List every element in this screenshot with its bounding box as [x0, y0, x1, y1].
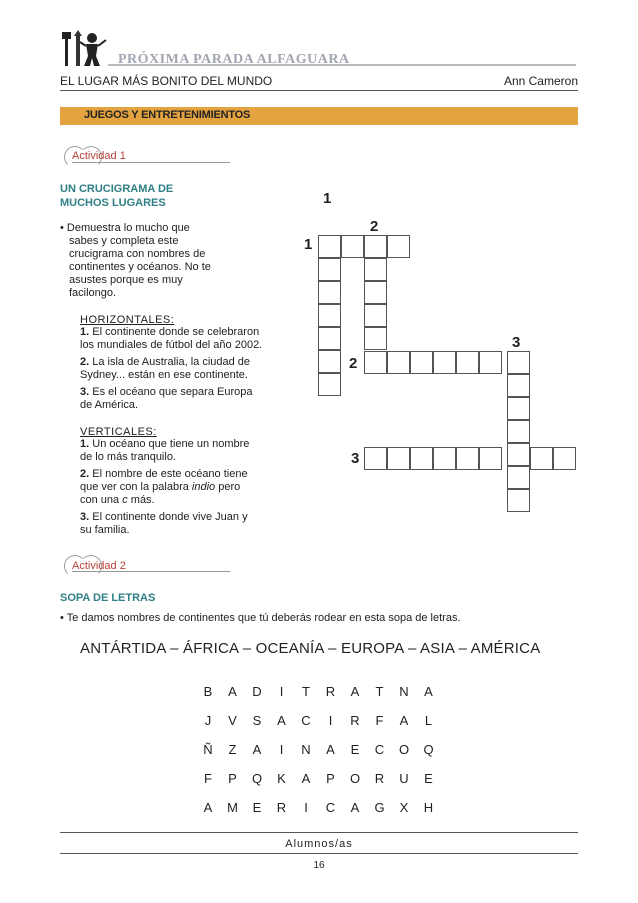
crossword-cell[interactable]	[318, 304, 341, 327]
activity1-tab-line	[72, 162, 230, 163]
crossword-number-h3: 3	[351, 450, 360, 467]
crossword-cell[interactable]	[341, 235, 364, 258]
header-rule	[60, 90, 578, 91]
word-search-letter[interactable]: A	[350, 684, 360, 699]
word-search-letter[interactable]: D	[252, 684, 262, 699]
vertical-clues	[80, 426, 290, 537]
crossword-cell[interactable]	[479, 447, 502, 470]
crossword-cell[interactable]	[387, 235, 410, 258]
word-search-letter[interactable]: X	[399, 800, 409, 815]
clue-number: 2.	[80, 356, 90, 368]
crossword-cell[interactable]	[479, 351, 502, 374]
word-search-letter[interactable]: Q	[251, 771, 263, 786]
clue-number: 1.	[80, 438, 90, 450]
word-search-letter[interactable]: A	[228, 684, 237, 699]
clue-h2	[80, 356, 290, 382]
clue-text: su familia.	[80, 524, 130, 536]
crossword-cell[interactable]	[318, 235, 341, 258]
word-search-letter[interactable]: B	[203, 684, 213, 699]
footer-rule	[60, 832, 578, 833]
word-search-letter[interactable]: P	[326, 771, 335, 786]
crossword-number-h1: 1	[304, 236, 313, 253]
author-name: Ann Cameron	[503, 74, 578, 88]
word-search-letter[interactable]: C	[301, 713, 311, 728]
word-search-letter[interactable]: O	[349, 771, 361, 786]
crossword-cell[interactable]	[410, 351, 433, 374]
word-search-letter[interactable]: C	[325, 800, 336, 815]
crossword-cell[interactable]	[507, 420, 530, 443]
publisher-logo-icon	[60, 26, 108, 68]
word-search-letter[interactable]: R	[276, 800, 287, 815]
word-search-letter[interactable]: R	[325, 684, 336, 699]
activity2-label: Actividad 2	[72, 560, 126, 572]
crossword-cell[interactable]	[530, 447, 553, 470]
brand-name: PRÓXIMA PARADA ALFAGUARA	[118, 52, 350, 67]
horizontales-title: HORIZONTALES:	[80, 314, 175, 326]
word-search-letter[interactable]: S	[252, 713, 262, 728]
activity2-intro: • Te damos nombres de continentes que tú deberás rodear en esta sopa de letras.	[60, 612, 461, 624]
clue-number: 2.	[80, 468, 90, 480]
crossword-cell[interactable]	[456, 351, 479, 374]
word-search-letter[interactable]: A	[203, 800, 213, 815]
crossword-cell[interactable]	[318, 373, 341, 396]
word-search-letter[interactable]: I	[279, 684, 284, 699]
word-search-letter[interactable]: E	[424, 771, 433, 786]
footer-label: Alumnos/as	[285, 838, 353, 850]
clue-text: con una	[80, 494, 120, 506]
clue-h3	[80, 386, 290, 412]
word-search-letter[interactable]: A	[399, 713, 409, 728]
crossword-cell[interactable]	[507, 374, 530, 397]
crossword-cell[interactable]	[318, 350, 341, 373]
clue-v1	[80, 438, 290, 464]
crossword-cell[interactable]	[364, 258, 387, 281]
clue-text: El nombre de este océano tiene	[92, 468, 248, 480]
crossword-cell[interactable]	[433, 447, 456, 470]
crossword-cell[interactable]	[318, 281, 341, 304]
clue-number: 3.	[80, 386, 90, 398]
clue-text: pero	[215, 481, 241, 493]
activity2-heading: SOPA DE LETRAS	[60, 592, 156, 604]
crossword-number-v2: 2	[370, 218, 379, 235]
crossword-cell[interactable]	[364, 447, 387, 470]
crossword-cell[interactable]	[507, 466, 530, 489]
crossword-cell[interactable]	[507, 351, 530, 374]
intro-line: facilongo.	[69, 287, 117, 299]
word-search-letter[interactable]: A	[326, 742, 335, 757]
word-search-letter[interactable]: I	[328, 713, 333, 728]
crossword-cell[interactable]	[364, 235, 387, 258]
crossword-cell[interactable]	[364, 304, 387, 327]
clue-text: El continente donde vive Juan y	[92, 511, 248, 523]
footer-rule	[60, 853, 578, 854]
word-search-letter[interactable]: A	[277, 713, 286, 728]
word-search-letter[interactable]: E	[252, 800, 262, 815]
clue-number: 3.	[80, 511, 90, 523]
word-search-letter[interactable]: N	[301, 742, 311, 757]
crossword-cell[interactable]	[387, 351, 410, 374]
crossword-cell[interactable]	[507, 443, 530, 466]
word-search-letter[interactable]: G	[374, 800, 385, 815]
word-search-letter[interactable]: Z	[228, 742, 237, 757]
word-search-letter[interactable]: O	[398, 742, 410, 757]
clue-text: Es el océano que separa Europa	[92, 386, 253, 398]
crossword-cell[interactable]	[318, 258, 341, 281]
crossword-cell[interactable]	[364, 281, 387, 304]
clue-number: 1.	[80, 326, 90, 338]
verticales-title: VERTICALES:	[80, 426, 157, 438]
clue-text: que ver con la palabra	[80, 481, 189, 493]
crossword-cell[interactable]	[507, 397, 530, 420]
book-title: EL LUGAR MÁS BONITO DEL MUNDO	[60, 74, 273, 88]
word-search-letter[interactable]: I	[279, 742, 284, 757]
word-search-letter[interactable]: P	[228, 771, 237, 786]
activity1-label: Actividad 1	[72, 150, 126, 162]
clue-text: más.	[130, 494, 155, 506]
word-search-letter[interactable]: U	[399, 771, 409, 786]
crossword-cell[interactable]	[318, 327, 341, 350]
word-search-letter[interactable]: K	[277, 771, 286, 786]
clue-text: los mundiales de fútbol del año 2002.	[80, 339, 263, 351]
crossword-cell[interactable]	[364, 351, 387, 374]
crossword-cell[interactable]	[553, 447, 576, 470]
word-list: ANTÁRTIDA – ÁFRICA – OCEANÍA – EUROPA – ASIA – AMÉRICA	[80, 640, 541, 657]
word-search-letter[interactable]: F	[204, 771, 212, 786]
word-search-letter[interactable]: M	[227, 800, 238, 815]
clue-text: de lo más tranquilo.	[80, 451, 176, 463]
word-search-letter[interactable]: T	[375, 684, 384, 699]
crossword-number-h2: 2	[349, 355, 358, 372]
word-search-letter[interactable]: E	[350, 742, 360, 757]
clue-text: de América.	[80, 399, 139, 411]
word-search-letter[interactable]: A	[350, 800, 360, 815]
word-search-letter[interactable]: C	[374, 742, 385, 757]
word-search-letter[interactable]: F	[375, 713, 384, 728]
activity1-heading-line: UN CRUCIGRAMA DE	[60, 183, 174, 195]
word-search-letter[interactable]: L	[424, 713, 433, 728]
intro-line: asustes porque es muy	[69, 274, 183, 286]
clue-italic-word: c	[122, 494, 128, 506]
clue-v3	[80, 511, 290, 537]
clue-text: Sydney... están en ese continente.	[80, 369, 248, 381]
crossword-cell[interactable]	[387, 447, 410, 470]
clue-italic-word: indio	[191, 481, 216, 493]
crossword-cell[interactable]	[410, 447, 433, 470]
activity1-heading-line: MUCHOS LUGARES	[60, 197, 166, 209]
activity1-heading	[60, 182, 173, 210]
activity1-intro	[60, 222, 250, 300]
clue-text: El continente donde se celebraron	[92, 326, 260, 338]
word-search-letter[interactable]: T	[302, 684, 310, 699]
clue-v2	[80, 468, 290, 507]
word-search-letter[interactable]: Ñ	[203, 742, 213, 757]
clue-text: Un océano que tiene un nombre	[92, 438, 250, 450]
crossword-number-v1: 1	[323, 190, 332, 207]
horizontal-clues	[80, 314, 290, 412]
word-search-letter[interactable]: V	[228, 713, 237, 728]
crossword-cell[interactable]	[507, 489, 530, 512]
crossword-cell[interactable]	[456, 447, 479, 470]
intro-line: • Demuestra lo mucho que	[60, 222, 190, 234]
intro-line: sabes y completa este	[69, 235, 179, 247]
crossword-cell[interactable]	[433, 351, 456, 374]
word-search-letter[interactable]: H	[423, 800, 434, 815]
word-search-letter[interactable]: Q	[423, 742, 434, 757]
word-search-letter[interactable]: R	[374, 771, 385, 786]
page-number: 16	[313, 860, 325, 871]
word-search-letter[interactable]: A	[424, 684, 433, 699]
word-search-letter[interactable]: A	[301, 771, 311, 786]
crossword-cell[interactable]	[364, 327, 387, 350]
word-search-letter[interactable]: I	[304, 800, 308, 815]
clue-h1	[80, 326, 290, 352]
section-title: JUEGOS Y ENTRETENIMIENTOS	[84, 109, 251, 121]
intro-line: crucigrama con nombres de	[69, 248, 206, 260]
section-band	[60, 107, 578, 125]
intro-line: continentes y océanos. No te	[69, 261, 211, 273]
crossword-number-v3: 3	[512, 334, 521, 351]
word-search-letter[interactable]: A	[252, 742, 262, 757]
word-search-letter[interactable]: R	[350, 713, 360, 728]
clue-text: La isla de Australia, la ciudad de	[92, 356, 251, 368]
word-search-letter[interactable]: J	[204, 713, 212, 728]
word-search-letter[interactable]: N	[399, 684, 409, 699]
